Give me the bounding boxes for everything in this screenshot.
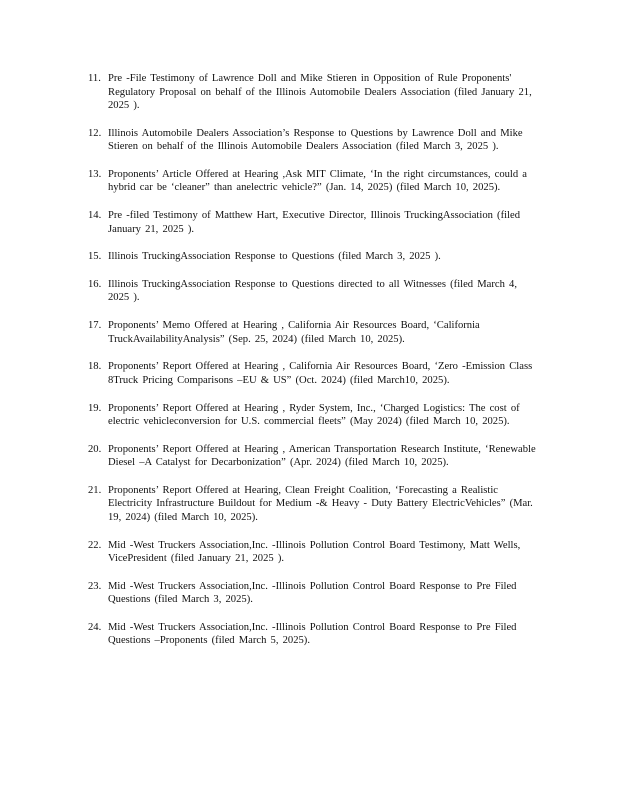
item-number: 18.: [88, 361, 102, 373]
item-number: 24.: [88, 621, 102, 633]
list-item: [0, 484, 618, 525]
item-text: Proponents’ Report Offered at Hearing , Ryder System, Inc., ‘Charged Logistics: The cost of electric vehicleconversion for U.S. commercial fleets” (May 2024) (filed March 10, 2025).: [108, 402, 520, 427]
item-number: 19.: [88, 402, 102, 414]
item-text: Pre -File Testimony of Lawrence Doll and Mike Stieren in Opposition of Rule Proponents' Regulatory Proposal on behalf of the Illinois Automobile Dealers Association (filed January 21, 2025 ).: [108, 73, 532, 111]
item-text: Illinois Automobile Dealers Association’s Response to Questions by Lawrence Doll and Mike Stieren on behalf of the Illinois Automobile Dealers Association (filed March 3, 2025 ).: [108, 127, 523, 153]
list-item: [0, 539, 618, 566]
item-text: Mid -West Truckers Association,Inc. -Illinois Pollution Control Board Response to Pre Filed Questions –Proponents (filed March 5, 2025).: [108, 621, 517, 647]
item-number: 16.: [88, 278, 102, 290]
item-text: Proponents’ Report Offered at Hearing , American Transportation Research Institute, ‘Renewable Diesel –A Catalyst for Decarbonization” (Apr. 2024) (filed March 10, 2025).: [108, 443, 536, 469]
item-text: Proponents’ Memo Offered at Hearing , California Air Resources Board, ‘California TruckAvailabilityAnalysis” (Sep. 25, 2024) (filed March 10, 2025).: [108, 320, 480, 345]
list-item: [0, 319, 618, 346]
item-text: Mid -West Truckers Association,Inc. -Illinois Pollution Control Board Testimony, Matt Wells, VicePresident (filed January 21, 2025 ).: [108, 539, 521, 565]
list-item: [0, 72, 618, 113]
list-item: [0, 443, 618, 470]
list-item: [0, 127, 618, 154]
item-text: Illinois TruckingAssociation Response to Questions (filed March 3, 2025 ).: [108, 251, 441, 263]
list-item: [0, 360, 618, 387]
list-item: [0, 580, 618, 607]
item-text: Pre -filed Testimony of Matthew Hart, Executive Director, Illinois TruckingAssociation (filed January 21, 2025 ).: [108, 210, 521, 235]
item-number: 12.: [88, 127, 102, 139]
list-item: [0, 621, 618, 648]
item-number: 20.: [88, 443, 102, 455]
item-text: Illinois TruckingAssociation Response to Questions directed to all Witnesses (filed March 4, 2025 ).: [108, 278, 517, 304]
item-number: 13.: [88, 168, 102, 180]
list-item: [0, 402, 618, 429]
item-text: Proponents’ Article Offered at Hearing ,Ask MIT Climate, ‘In the right circumstances, could a hybrid car be ‘cleaner” than anelectric vehicle?” (Jan. 14, 2025) (filed March 10, 2025).: [108, 168, 528, 194]
item-number: 17.: [88, 320, 102, 332]
item-number: 11.: [88, 73, 101, 84]
list-item: [0, 168, 618, 195]
list-item: [0, 278, 618, 305]
list-item: [0, 250, 618, 264]
list-item: [0, 209, 618, 236]
item-number: 14.: [88, 210, 102, 222]
item-number: 15.: [88, 251, 102, 263]
exhibit-list: [0, 72, 618, 662]
item-number: 23.: [88, 580, 102, 592]
item-text: Mid -West Truckers Association,Inc. -Illinois Pollution Control Board Response to Pre Filed Questions (filed March 3, 2025).: [108, 580, 517, 606]
item-number: 21.: [88, 484, 102, 496]
item-text: Proponents’ Report Offered at Hearing, Clean Freight Coalition, ‘Forecasting a Realistic Electricity Infrastructure Buildout for Medium -& Heavy - Duty Battery ElectricVehicles” (Mar. 19, 2024) (filed March 10, 2025).: [108, 484, 533, 523]
item-text: Proponents’ Report Offered at Hearing , California Air Resources Board, ‘Zero -Emission Class 8Truck Pricing Comparisons –EU & US” (Oct. 2024) (filed March10, 2025).: [108, 361, 533, 386]
item-number: 22.: [88, 539, 102, 551]
